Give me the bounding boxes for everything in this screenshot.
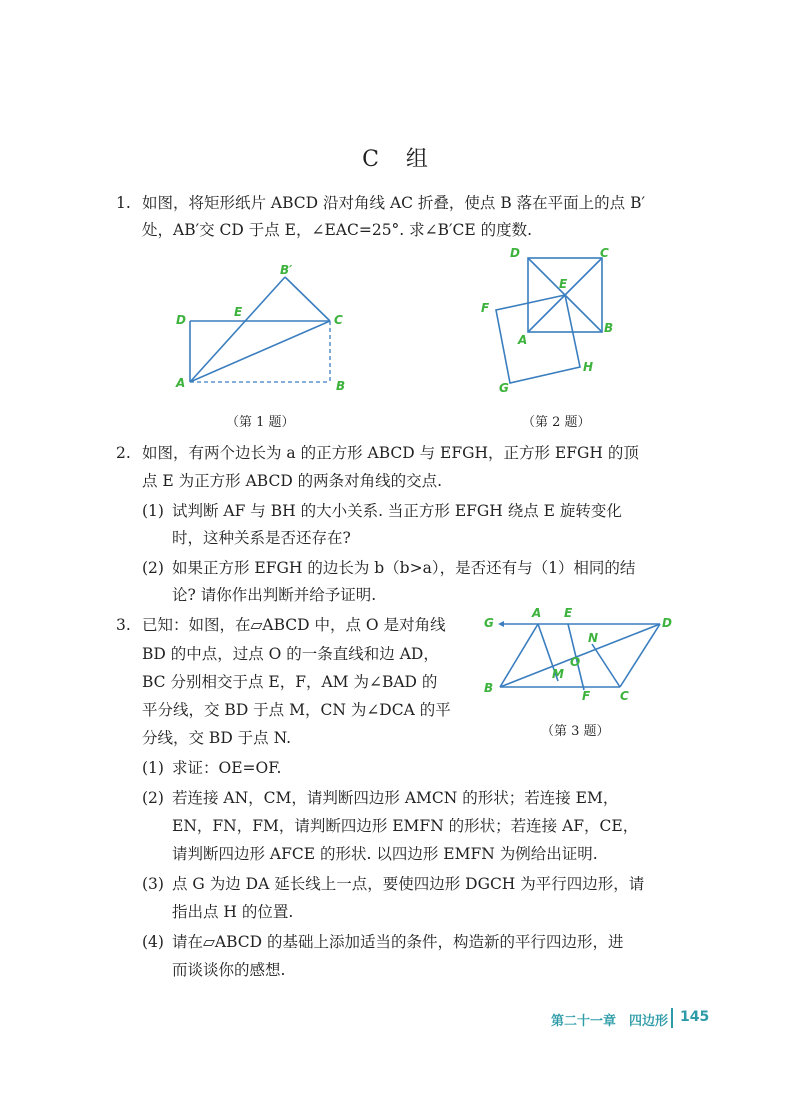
fig2-label-A: A: [518, 333, 528, 347]
figure-3-diagram: [484, 606, 684, 706]
fig1-label-B: B: [336, 379, 346, 393]
footer-chapter-title: 第二十一章 四边形: [550, 1014, 668, 1029]
problem-3-sub-2-line-2: EN，FN，FM，请判断四边形 EMFN 的形状；若连接 AF，CE，: [172, 817, 639, 835]
problem-2-sub-1-line-2: 时，这种关系是否还存在?: [172, 529, 351, 547]
figure-1-caption: （第 1 题）: [226, 415, 295, 430]
problem-3-sub-4-line-2: 而谈谈你的感想.: [172, 961, 286, 979]
problem-3-number: 3.: [116, 616, 131, 634]
page-number: 145: [680, 1009, 710, 1025]
problem-3-line-5: 分线，交 BD 于点 N.: [142, 729, 292, 747]
problem-3-sub-2-line-1: (2) 若连接 AN，CM，请判断四边形 AMCN 的形状；若连接 EM，: [142, 789, 619, 807]
problem-3-sub-2-line-3: 请判断四边形 AFCE 的形状. 以四边形 EMFN 为例给出证明.: [172, 845, 598, 863]
problem-3-line-3: BC 分别相交于点 E，F，AM 为∠BAD 的: [142, 673, 438, 691]
figure-2-caption: （第 2 题）: [522, 415, 591, 430]
fig3-label-D: D: [662, 616, 672, 630]
problem-2-line-1: 2. 如图，有两个边长为 a 的正方形 ABCD 与 EFGH，正方形 EFGH 的顶: [116, 436, 639, 470]
problem-3-sub-3-line-1: (3) 点 G 为边 DA 延长线上一点，要使四边形 DGCH 为平行四边形，请: [142, 875, 645, 893]
figure-3-caption: （第 3 题）: [541, 724, 610, 739]
fig2-label-E: E: [559, 277, 568, 291]
fig3-label-O: O: [570, 655, 581, 669]
fig1-label-E: E: [234, 305, 243, 319]
problem-3-sub-1-line-1: (1) 求证：OE=OF.: [142, 759, 282, 777]
fig2-label-H: H: [583, 360, 594, 374]
problem-1-number: 1.: [116, 194, 131, 212]
fig2-label-C: C: [600, 246, 609, 260]
problem-3-sub-4-line-1: (4) 请在▱ABCD 的基础上添加适当的条件，构造新的平行四边形，进: [142, 933, 624, 951]
fig3-label-A: A: [532, 606, 542, 620]
footer-divider: [671, 1008, 673, 1028]
fig3-label-B: B: [484, 681, 494, 695]
section-title: C 组: [362, 147, 438, 172]
fig3-label-F: F: [582, 689, 591, 703]
problem-2-line-2: 点 E 为正方形 ABCD 的两条对角线的交点.: [142, 472, 443, 490]
fig1-label-D: D: [176, 313, 186, 327]
fig2-label-G: G: [499, 381, 509, 395]
figure-2-diagram: [472, 240, 632, 400]
problem-2-sub-2-line-1: (2) 如果正方形 EFGH 的边长为 b（b>a），是否还有与（1）相同的结: [142, 559, 636, 577]
fig1-label-C: C: [334, 313, 343, 327]
fig2-label-B: B: [604, 321, 614, 335]
problem-1-line-1: 1. 如图，将矩形纸片 ABCD 沿对角线 AC 折叠，使点 B 落在平面上的点 B′: [116, 186, 645, 220]
fig1-label-Bprime: B′: [280, 263, 293, 277]
fig3-label-M: M: [552, 667, 564, 681]
fig1-label-A: A: [176, 376, 186, 390]
fig3-label-N: N: [588, 631, 599, 645]
problem-2-sub-2-line-2: 论? 请你作出判断并给予证明.: [172, 586, 377, 604]
problem-3-sub-3-line-2: 指出点 H 的位置.: [172, 903, 294, 921]
fig3-label-C: C: [620, 689, 629, 703]
figure-1-diagram: [170, 262, 360, 402]
problem-2-number: 2.: [116, 444, 131, 462]
fig3-label-G: G: [484, 616, 494, 630]
problem-1-line-2: 处，AB′交 CD 于点 E，∠EAC=25°. 求∠B′CE 的度数.: [142, 221, 533, 239]
fig2-label-F: F: [481, 301, 490, 315]
problem-3-line-1: 3. 已知：如图，在▱ABCD 中，点 O 是对角线: [116, 608, 446, 642]
problem-2-sub-1-line-1: (1) 试判断 AF 与 BH 的大小关系. 当正方形 EFGH 绕点 E 旋转变化: [142, 502, 622, 520]
problem-3-line-4: 平分线，交 BD 于点 M，CN 为∠DCA 的平: [142, 701, 451, 719]
fig3-label-E: E: [564, 606, 573, 620]
fig2-label-D: D: [510, 246, 520, 260]
problem-3-line-2: BD 的中点，过点 O 的一条直线和边 AD，: [142, 645, 439, 663]
